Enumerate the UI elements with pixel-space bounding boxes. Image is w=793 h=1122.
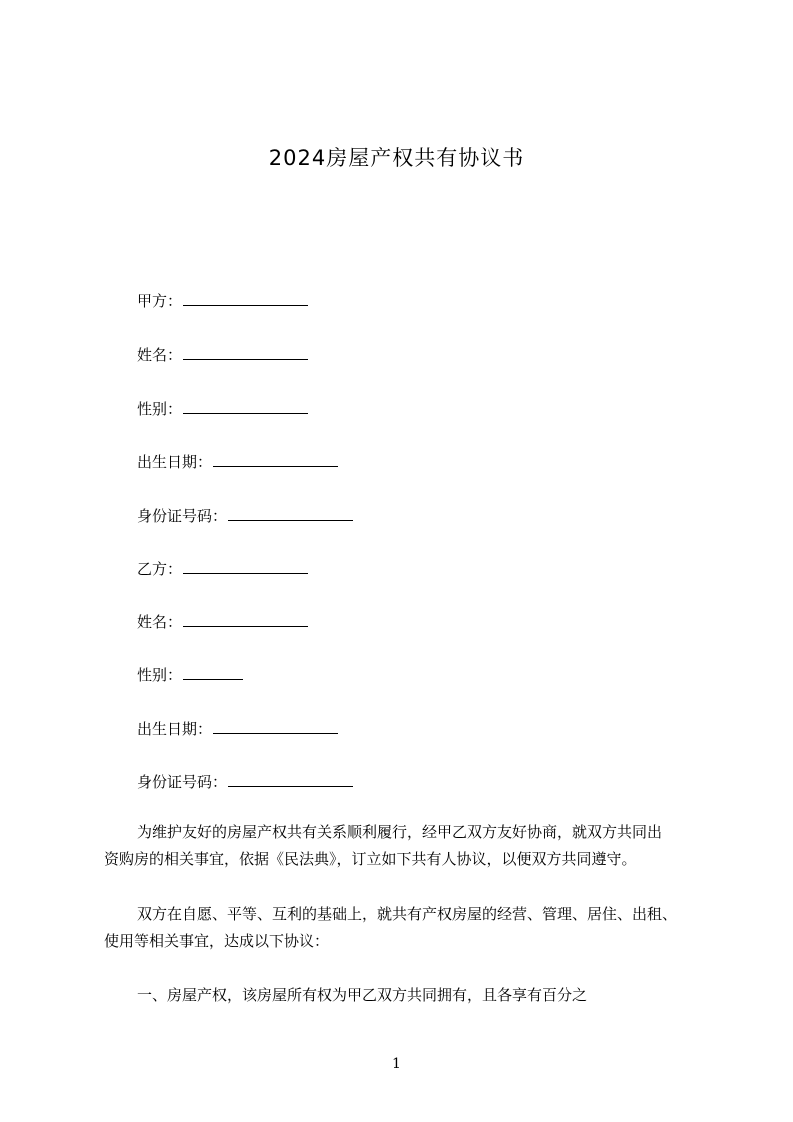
party-a-label: 甲方： [137, 292, 183, 310]
party-b-id-label: 身份证号码： [137, 773, 228, 791]
page-number: 1 [392, 1056, 401, 1072]
party-b-id-blank[interactable] [228, 770, 353, 787]
party-b-gender-label: 性别： [137, 666, 183, 684]
party-a-id-label: 身份证号码： [137, 507, 228, 525]
clause-1 [104, 982, 724, 1009]
party-b-birth-label: 出生日期： [137, 720, 213, 738]
party-b-name-field [137, 610, 308, 632]
party-b-name-blank[interactable] [183, 610, 308, 627]
party-b-birth-field [137, 717, 338, 739]
party-a-birth-field [137, 450, 338, 472]
party-b-field [137, 557, 308, 579]
agreement-intro-line-2: 使用等相关事宜，达成以下协议： [104, 932, 330, 950]
agreement-intro-line-1: 双方在自愿、平等、互利的基础上，就共有产权房屋的经营、管理、居住、出租、 [137, 905, 678, 923]
party-b-blank[interactable] [183, 557, 308, 574]
party-a-blank[interactable] [183, 289, 308, 306]
clause-1-text: 一、房屋产权，该房屋所有权为甲乙双方共同拥有，且各享有百分之 [137, 986, 588, 1004]
party-a-name-field [137, 343, 308, 365]
party-b-name-label: 姓名： [137, 613, 183, 631]
party-a-birth-label: 出生日期： [137, 453, 213, 471]
party-b-gender-field [137, 663, 243, 685]
party-a-field [137, 289, 308, 311]
party-b-birth-blank[interactable] [213, 717, 338, 734]
party-a-birth-blank[interactable] [213, 450, 338, 467]
preamble-line-2: 资购房的相关事宜，依据《民法典》，订立如下共有人协议，以便双方共同遵守。 [104, 850, 637, 868]
party-a-id-field [137, 504, 353, 526]
party-a-id-blank[interactable] [228, 504, 353, 521]
document-title: 2024房屋产权共有协议书 [268, 146, 525, 170]
preamble-line-1: 为维护友好的房屋产权共有关系顺利履行，经甲乙双方友好协商，就双方共同出 [137, 823, 663, 841]
party-a-name-blank[interactable] [183, 343, 308, 360]
party-b-label: 乙方： [137, 560, 183, 578]
party-a-gender-label: 性别： [137, 400, 183, 418]
party-a-gender-field [137, 397, 308, 419]
preamble-paragraph [104, 819, 724, 873]
party-b-id-field [137, 770, 353, 792]
party-b-gender-blank[interactable] [183, 663, 243, 680]
agreement-intro-paragraph [104, 901, 724, 955]
party-a-name-label: 姓名： [137, 346, 183, 364]
party-a-gender-blank[interactable] [183, 397, 308, 414]
